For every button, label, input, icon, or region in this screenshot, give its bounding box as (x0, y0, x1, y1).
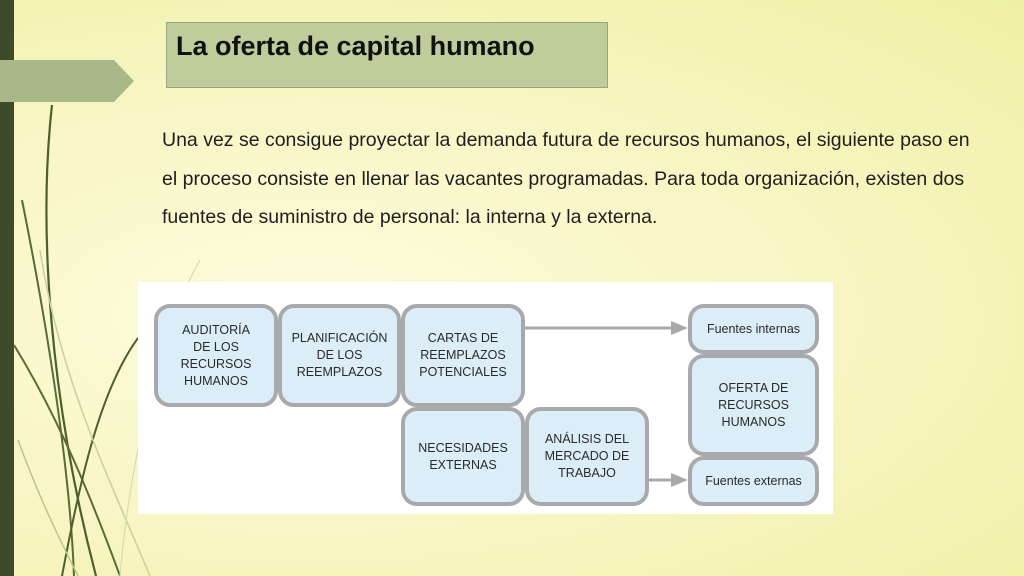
slide-title: La oferta de capital humano (176, 31, 535, 61)
process-diagram (138, 282, 833, 514)
box-oferta: OFERTA DE RECURSOS HUMANOS (688, 354, 819, 456)
title-box (166, 22, 608, 88)
box-fuentes-externas: Fuentes externas (688, 456, 819, 506)
box-necesidades: NECESIDADES EXTERNAS (401, 407, 525, 506)
body-paragraph: Una vez se consigue proyectar la demanda futura de recursos humanos, el siguiente paso en el proceso consiste en llenar las vacantes programadas. Para toda organización, existen dos fuentes de suministro de personal: la interna y la externa. (162, 129, 970, 228)
box-auditoria: AUDITORÍA DE LOS RECURSOS HUMANOS (154, 304, 278, 407)
box-planificacion: PLANIFICACIÓN DE LOS REEMPLAZOS (278, 304, 401, 407)
box-cartas: CARTAS DE REEMPLAZOS POTENCIALES (401, 304, 525, 407)
arrow-tab-shape (0, 60, 136, 102)
box-analisis: ANÁLISIS DEL MERCADO DE TRABAJO (525, 407, 649, 506)
box-fuentes-internas: Fuentes internas (688, 304, 819, 354)
